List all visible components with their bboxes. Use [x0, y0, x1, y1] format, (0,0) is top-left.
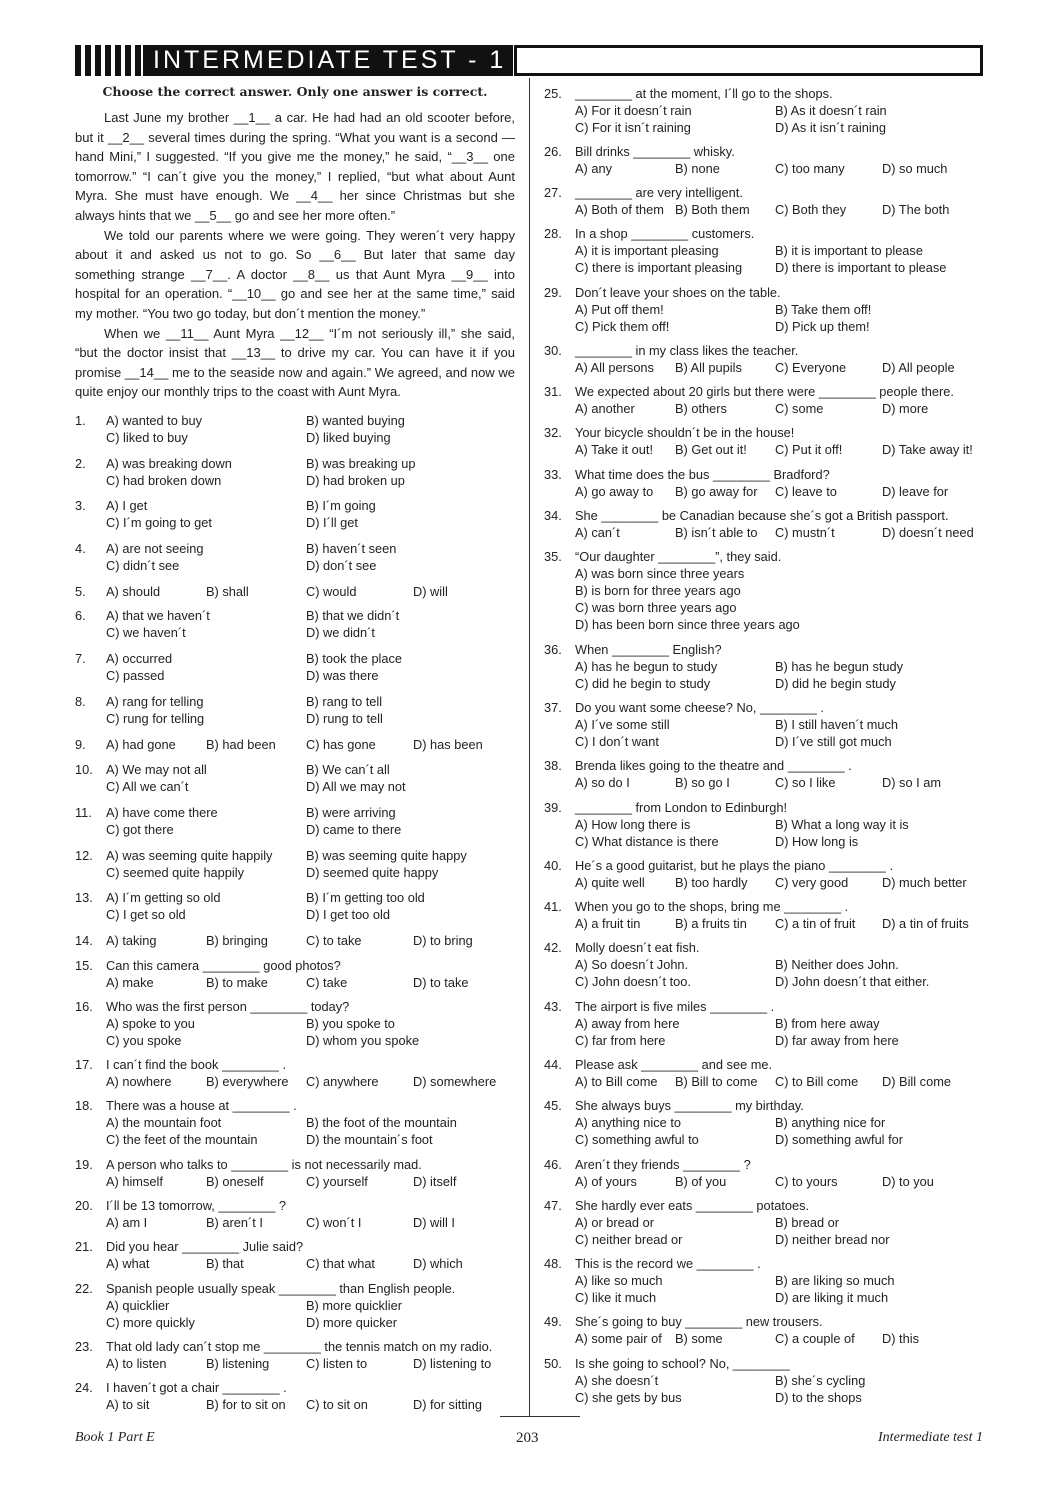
- question-number: 36.: [544, 642, 562, 657]
- answer-option-d[interactable]: D) How long is: [775, 834, 859, 849]
- answer-option-c[interactable]: C) to Bill come: [775, 1074, 859, 1089]
- answer-option-d[interactable]: D) leave for: [882, 484, 949, 499]
- instructions: Choose the correct answer. Only one answer is correct.: [102, 84, 488, 99]
- answer-option-d[interactable]: D) As it isn´t raining: [775, 120, 886, 135]
- question-number: 14.: [75, 933, 93, 948]
- answer-option-a[interactable]: A) of yours: [575, 1174, 637, 1189]
- question-number: 50.: [544, 1356, 562, 1371]
- question-number: 4.: [75, 541, 86, 556]
- question-number: 46.: [544, 1157, 562, 1172]
- column-divider: [529, 78, 530, 1417]
- answer-option-a[interactable]: A) How long there is: [575, 817, 691, 832]
- question-number: 25.: [544, 86, 562, 101]
- answer-option-c[interactable]: C) seemed quite happily: [106, 865, 244, 880]
- answer-option-c[interactable]: C) was born three years ago: [575, 600, 737, 615]
- question-number: 9.: [75, 737, 86, 752]
- question-stem: ________ at the moment, I´ll go to the shops.: [575, 86, 833, 101]
- answer-option-a[interactable]: A) to listen: [106, 1356, 167, 1371]
- answer-option-a[interactable]: A) make: [106, 975, 154, 990]
- answer-option-a[interactable]: A) the mountain foot: [106, 1115, 222, 1130]
- question-number: 15.: [75, 958, 93, 973]
- answer-option-d[interactable]: D) itself: [413, 1174, 457, 1189]
- question-number: 44.: [544, 1057, 562, 1072]
- answer-option-a[interactable]: A) had gone: [106, 737, 176, 752]
- answer-option-b[interactable]: B) Both them: [675, 202, 750, 217]
- passage-paragraph: Last June my brother __1__ a car. He had had an old scooter before, but it __2__ several times during the spring. “What you want is a second — hand Mini,” I suggested. “If you give me the money,” he said, “__3__ one tomorrow.” “I can´t give you the money,” I replied, “but what about Aunt Myra. She must have enough. We __4__ her since Christmas but she always hints that we __5__ go and see her more often.”: [75, 110, 515, 223]
- answer-option-b[interactable]: B) a fruits tin: [675, 916, 747, 931]
- question-number: 17.: [75, 1057, 93, 1072]
- answer-option-b[interactable]: B) that we didn´t: [306, 608, 400, 623]
- question-number: 3.: [75, 498, 86, 513]
- answer-option-a[interactable]: A) like so much: [575, 1273, 663, 1288]
- answer-option-c[interactable]: C) take: [306, 975, 348, 990]
- answer-option-b[interactable]: B) Neither does John.: [775, 957, 899, 972]
- question-number: 40.: [544, 858, 562, 873]
- answer-option-b[interactable]: B) others: [675, 401, 727, 416]
- answer-option-b[interactable]: B) is born for three years ago: [575, 583, 741, 598]
- question-stem: Can this camera ________ good photos?: [106, 958, 341, 973]
- answer-option-d[interactable]: D) to you: [882, 1174, 934, 1189]
- answer-option-b[interactable]: B) rang to tell: [306, 694, 383, 709]
- answer-option-b[interactable]: B) I´m going: [306, 498, 376, 513]
- question-number: 45.: [544, 1098, 562, 1113]
- answer-option-d[interactable]: D) was there: [306, 668, 379, 683]
- question-number: 22.: [75, 1281, 93, 1296]
- answer-option-d[interactable]: D) listening to: [413, 1356, 492, 1371]
- answer-option-a[interactable]: A) should: [106, 584, 161, 599]
- answer-option-b[interactable]: B) I still haven´t much: [775, 717, 899, 732]
- footer-book: Book 1 Part E: [75, 1430, 155, 1445]
- answer-option-b[interactable]: B) listening: [206, 1356, 270, 1371]
- answer-option-c[interactable]: C) mustn´t: [775, 525, 835, 540]
- answer-option-a[interactable]: A) some pair of: [575, 1331, 662, 1346]
- answer-option-c[interactable]: C) would: [306, 584, 357, 599]
- answer-option-d[interactable]: D) more quicker: [306, 1315, 398, 1330]
- answer-option-c[interactable]: C) to yours: [775, 1174, 838, 1189]
- answer-option-d[interactable]: D) for sitting: [413, 1397, 482, 1412]
- page-title: INTERMEDIATE TEST - 1: [143, 45, 513, 76]
- answer-option-d[interactable]: D) Pick up them!: [775, 319, 870, 334]
- answer-option-c[interactable]: C) anywhere: [306, 1074, 379, 1089]
- answer-option-c[interactable]: C) Everyone: [775, 360, 847, 375]
- answer-option-a[interactable]: A) quicklier: [106, 1298, 170, 1313]
- answer-option-c[interactable]: C) All we can´t: [106, 779, 189, 794]
- answer-option-a[interactable]: A) can´t: [575, 525, 620, 540]
- answer-option-a[interactable]: A) what: [106, 1256, 150, 1271]
- question-stem: Don´t leave your shoes on the table.: [575, 285, 781, 300]
- answer-option-c[interactable]: C) What distance is there: [575, 834, 719, 849]
- header-stripes: [75, 45, 141, 76]
- answer-option-b[interactable]: B) of you: [675, 1174, 727, 1189]
- answer-option-c[interactable]: C) that what: [306, 1256, 375, 1271]
- answer-option-d[interactable]: D) something awful for: [775, 1132, 904, 1147]
- question-number: 29.: [544, 285, 562, 300]
- answer-option-a[interactable]: A) I´m getting so old: [106, 890, 221, 905]
- answer-option-d[interactable]: D) so I am: [882, 775, 942, 790]
- answer-option-b[interactable]: B) was seeming quite happy: [306, 848, 467, 863]
- answer-option-a[interactable]: A) was born since three years: [575, 566, 745, 581]
- answer-option-d[interactable]: D) we didn´t: [306, 625, 375, 640]
- question-number: 1.: [75, 413, 86, 428]
- answer-option-a[interactable]: A) she doesn´t: [575, 1373, 659, 1388]
- question-stem: That old lady can´t stop me ________ the tennis match on my radio.: [106, 1339, 493, 1354]
- answer-option-a[interactable]: A) go away to: [575, 484, 654, 499]
- answer-option-a[interactable]: A) nowhere: [106, 1074, 172, 1089]
- answer-option-a[interactable]: A) occurred: [106, 651, 173, 666]
- answer-option-c[interactable]: C) Put it off!: [775, 442, 843, 457]
- answer-option-c[interactable]: C) rung for telling: [106, 711, 205, 726]
- answer-option-d[interactable]: D) whom you spoke: [306, 1033, 420, 1048]
- question-number: 35.: [544, 549, 562, 564]
- answer-option-b[interactable]: B) Bill to come: [675, 1074, 758, 1089]
- answer-option-c[interactable]: C) I´m going to get: [106, 515, 212, 530]
- answer-option-d[interactable]: D) came to there: [306, 822, 402, 837]
- answer-option-b[interactable]: B) We can´t all: [306, 762, 390, 777]
- question-stem: Please ask ________ and see me.: [575, 1057, 773, 1072]
- question-number: 31.: [544, 384, 562, 399]
- answer-option-d[interactable]: D) this: [882, 1331, 919, 1346]
- answer-option-a[interactable]: A) For it doesn´t rain: [575, 103, 692, 118]
- answer-option-c[interactable]: C) there is important pleasing: [575, 260, 743, 275]
- answer-option-c[interactable]: C) she gets by bus: [575, 1390, 682, 1405]
- answer-option-b[interactable]: B) I´m getting too old: [306, 890, 425, 905]
- answer-option-d[interactable]: D) there is important to please: [775, 260, 947, 275]
- answer-option-d[interactable]: D) All we may not: [306, 779, 406, 794]
- question-stem: The airport is five miles ________ .: [575, 999, 775, 1014]
- question-stem: Brenda likes going to the theatre and ________ .: [575, 758, 852, 773]
- answer-option-c[interactable]: C) I get so old: [106, 907, 186, 922]
- answer-option-a[interactable]: A) am I: [106, 1215, 148, 1230]
- answer-option-d[interactable]: D) neither bread nor: [775, 1232, 890, 1247]
- answer-option-d[interactable]: D) had broken up: [306, 473, 405, 488]
- question-stem: I can´t find the book ________ .: [106, 1057, 287, 1072]
- answer-option-b[interactable]: B) everywhere: [206, 1074, 289, 1089]
- answer-option-d[interactable]: D) liked buying: [306, 430, 391, 445]
- question-number: 49.: [544, 1314, 562, 1329]
- answer-option-d[interactable]: D) I´ll get: [306, 515, 358, 530]
- answer-option-b[interactable]: B) What a long way it is: [775, 817, 909, 832]
- answer-option-a[interactable]: A) Both of them: [575, 202, 664, 217]
- bottom-rule: [500, 1416, 580, 1417]
- answer-option-d[interactable]: D) so much: [882, 161, 948, 176]
- answer-option-b[interactable]: B) isn´t able to: [675, 525, 758, 540]
- question-number: 43.: [544, 999, 562, 1014]
- question-stem: This is the record we ________ .: [575, 1256, 761, 1271]
- answer-option-b[interactable]: B) too hardly: [675, 875, 748, 890]
- answer-option-b[interactable]: B) so go I: [675, 775, 730, 790]
- answer-option-c[interactable]: C) something awful to: [575, 1132, 699, 1147]
- question-number: 20.: [75, 1198, 93, 1213]
- answer-option-b[interactable]: B) it is important to please: [775, 243, 923, 258]
- answer-option-d[interactable]: D) All people: [882, 360, 955, 375]
- answer-option-d[interactable]: D) will: [413, 584, 448, 599]
- answer-option-d[interactable]: D) to bring: [413, 933, 473, 948]
- answer-option-a[interactable]: A) himself: [106, 1174, 163, 1189]
- answer-option-b[interactable]: B) some: [675, 1331, 723, 1346]
- question-number: 30.: [544, 343, 562, 358]
- answer-option-a[interactable]: A) I get: [106, 498, 148, 513]
- question-stem: We expected about 20 girls but there were ________ people there.: [575, 384, 954, 399]
- question-stem: Who was the first person ________ today?: [106, 999, 350, 1014]
- answer-option-c[interactable]: C) you spoke: [106, 1033, 182, 1048]
- answer-option-d[interactable]: D) I´ve still got much: [775, 734, 892, 749]
- answer-option-c[interactable]: C) the feet of the mountain: [106, 1132, 258, 1147]
- answer-option-b[interactable]: B) aren´t I: [206, 1215, 263, 1230]
- footer-test-name: Intermediate test 1: [878, 1430, 983, 1445]
- question-stem: When ________ English?: [575, 642, 722, 657]
- answer-option-b[interactable]: B) that: [206, 1256, 244, 1271]
- question-stem: A person who talks to ________ is not necessarily mad.: [106, 1157, 422, 1172]
- answer-option-c[interactable]: C) Pick them off!: [575, 319, 670, 334]
- answer-option-d[interactable]: D) far away from here: [775, 1033, 899, 1048]
- answer-option-c[interactable]: C) got there: [106, 822, 174, 837]
- answer-option-a[interactable]: A) that we haven´t: [106, 608, 210, 623]
- answer-option-d[interactable]: D) much better: [882, 875, 967, 890]
- answer-option-c[interactable]: C) liked to buy: [106, 430, 188, 445]
- answer-option-d[interactable]: D) Take away it!: [882, 442, 973, 457]
- answer-option-c[interactable]: C) leave to: [775, 484, 837, 499]
- answer-option-b[interactable]: B) Get out it!: [675, 442, 747, 457]
- answer-option-c[interactable]: C) too many: [775, 161, 845, 176]
- answer-option-d[interactable]: D) somewhere: [413, 1074, 497, 1089]
- answer-option-a[interactable]: A) a fruit tin: [575, 916, 641, 931]
- question-stem: ________ in my class likes the teacher.: [575, 343, 799, 358]
- answer-option-a[interactable]: A) Take it out!: [575, 442, 654, 457]
- answer-option-a[interactable]: A) was breaking down: [106, 456, 232, 471]
- question-number: 7.: [75, 651, 86, 666]
- question-number: 21.: [75, 1239, 93, 1254]
- answer-option-c[interactable]: C) has gone: [306, 737, 376, 752]
- answer-option-a[interactable]: A) to Bill come: [575, 1074, 658, 1089]
- passage: [75, 108, 515, 402]
- answer-option-b[interactable]: B) has he begun study: [775, 659, 904, 674]
- answer-option-d[interactable]: D) doesn´t need: [882, 525, 974, 540]
- question-number: 5.: [75, 584, 86, 599]
- answer-option-d[interactable]: D) seemed quite happy: [306, 865, 439, 880]
- question-number: 48.: [544, 1256, 562, 1271]
- answer-option-d[interactable]: D) to the shops: [775, 1390, 862, 1405]
- answer-option-c[interactable]: C) more quickly: [106, 1315, 195, 1330]
- answer-option-c[interactable]: C) listen to: [306, 1356, 368, 1371]
- answer-option-b[interactable]: B) from here away: [775, 1016, 880, 1031]
- answer-option-c[interactable]: C) far from here: [575, 1033, 666, 1048]
- question-number: 6.: [75, 608, 86, 623]
- answer-option-d[interactable]: D) a tin of fruits: [882, 916, 969, 931]
- question-number: 33.: [544, 467, 562, 482]
- question-number: 47.: [544, 1198, 562, 1213]
- question-number: 23.: [75, 1339, 93, 1354]
- answer-option-a[interactable]: A) All persons: [575, 360, 654, 375]
- question-stem: Molly doesn´t eat fish.: [575, 940, 700, 955]
- answer-option-d[interactable]: D) did he begin study: [775, 676, 896, 691]
- question-stem: In a shop ________ customers.: [575, 226, 755, 241]
- answer-option-d[interactable]: D) the mountain´s foot: [306, 1132, 433, 1147]
- question-number: 32.: [544, 425, 562, 440]
- question-number: 10.: [75, 762, 93, 777]
- answer-option-a[interactable]: A) have come there: [106, 805, 218, 820]
- answer-option-a[interactable]: A) to sit: [106, 1397, 150, 1412]
- question-stem: There was a house at ________ .: [106, 1098, 297, 1113]
- answer-option-b[interactable]: B) to make: [206, 975, 268, 990]
- answer-option-a[interactable]: A) another: [575, 401, 635, 416]
- answer-option-d[interactable]: D) I get too old: [306, 907, 390, 922]
- answer-option-c[interactable]: C) some: [775, 401, 824, 416]
- question-stem: She´s going to buy ________ new trousers.: [575, 1314, 823, 1329]
- question-number: 26.: [544, 144, 562, 159]
- answer-option-a[interactable]: A) We may not all: [106, 762, 207, 777]
- question-stem: ________ from London to Edinburgh!: [575, 800, 788, 815]
- answer-option-d[interactable]: D) The both: [882, 202, 950, 217]
- question-number: 8.: [75, 694, 86, 709]
- answer-option-a[interactable]: A) wanted to buy: [106, 413, 203, 428]
- answer-option-c[interactable]: C) so I like: [775, 775, 836, 790]
- question-number: 11.: [75, 805, 92, 820]
- question-number: 37.: [544, 700, 562, 715]
- answer-option-c[interactable]: C) Both they: [775, 202, 847, 217]
- question-stem: “Our daughter ________”, they said.: [575, 549, 782, 564]
- answer-option-b[interactable]: B) shall: [206, 584, 249, 599]
- answer-option-d[interactable]: D) to take: [413, 975, 469, 990]
- answer-option-a[interactable]: A) Put off them!: [575, 302, 664, 317]
- answer-option-c[interactable]: C) had broken down: [106, 473, 222, 488]
- question-number: 39.: [544, 800, 562, 815]
- answer-option-c[interactable]: C) John doesn´t too.: [575, 974, 691, 989]
- question-number: 18.: [75, 1098, 93, 1113]
- answer-option-a[interactable]: A) or bread or: [575, 1215, 654, 1230]
- answer-option-d[interactable]: D) rung to tell: [306, 711, 383, 726]
- answer-option-b[interactable]: B) As it doesn´t rain: [775, 103, 887, 118]
- answer-option-d[interactable]: D) has been: [413, 737, 483, 752]
- answer-option-b[interactable]: B) the foot of the mountain: [306, 1115, 457, 1130]
- answer-option-c[interactable]: C) to take: [306, 933, 362, 948]
- answer-option-b[interactable]: B) bread or: [775, 1215, 840, 1230]
- answer-option-a[interactable]: A) spoke to you: [106, 1016, 195, 1031]
- answer-option-a[interactable]: A) it is important pleasing: [575, 243, 719, 258]
- answer-option-c[interactable]: C) like it much: [575, 1290, 657, 1305]
- answer-option-c[interactable]: C) to sit on: [306, 1397, 368, 1412]
- answer-option-b[interactable]: B) were arriving: [306, 805, 396, 820]
- answer-option-a[interactable]: A) was seeming quite happily: [106, 848, 273, 863]
- answer-option-b[interactable]: B) took the place: [306, 651, 403, 666]
- question-stem: Aren´t they friends ________ ?: [575, 1157, 751, 1172]
- passage-paragraph: We told our parents where we were going. They weren´t very happy about it and asked us not to go. So __6__ But later that same day something strange __7__. A doctor __8__ us that Aunt Myra __9__ into hospital for an operation. “__10__ go and see her at the same time,” said my mother. “You two go today, but don´t mention the money.”: [75, 227, 515, 321]
- answer-option-d[interactable]: D) more: [882, 401, 929, 416]
- question-stem: She always buys ________ my birthday.: [575, 1098, 804, 1113]
- question-number: 28.: [544, 226, 562, 241]
- answer-option-c[interactable]: C) a couple of: [775, 1331, 855, 1346]
- answer-option-b[interactable]: B) wanted buying: [306, 413, 405, 428]
- passage-paragraph: When we __11__ Aunt Myra __12__ “I´m not seriously ill,” she said, “but the doctor insist that __13__ to drive my car. You can have it if you promise __14__ me to the seaside now and again.” We agreed, and now we quite enjoy our monthly trips to the coast with Aunt Myra.: [75, 325, 515, 400]
- question-number: 13.: [75, 890, 93, 905]
- answer-option-c[interactable]: C) did he begin to study: [575, 676, 711, 691]
- question-number: 42.: [544, 940, 562, 955]
- question-stem: Is she going to school? No, ________: [575, 1356, 790, 1371]
- question-stem: When you go to the shops, bring me ________ .: [575, 899, 849, 914]
- answer-option-d[interactable]: D) are liking it much: [775, 1290, 889, 1305]
- answer-option-a[interactable]: A) has he begun to study: [575, 659, 718, 674]
- question-stem: ________ are very intelligent.: [575, 185, 743, 200]
- answer-option-a[interactable]: A) rang for telling: [106, 694, 204, 709]
- answer-option-b[interactable]: B) bringing: [206, 933, 268, 948]
- answer-option-d[interactable]: D) John doesn´t that either.: [775, 974, 930, 989]
- question-stem: He´s a good guitarist, but he plays the piano ________ .: [575, 858, 894, 873]
- answer-option-a[interactable]: A) any: [575, 161, 612, 176]
- question-number: 27.: [544, 185, 562, 200]
- question-stem: Bill drinks ________ whisky.: [575, 144, 735, 159]
- answer-option-a[interactable]: A) quite well: [575, 875, 645, 890]
- answer-option-b[interactable]: B) for to sit on: [206, 1397, 286, 1412]
- header-box: [514, 45, 983, 76]
- question-number: 41.: [544, 899, 562, 914]
- question-stem: Do you want some cheese? No, ________ .: [575, 700, 824, 715]
- question-number: 34.: [544, 508, 562, 523]
- answer-option-b[interactable]: B) you spoke to: [306, 1016, 395, 1031]
- answer-option-b[interactable]: B) anything nice for: [775, 1115, 886, 1130]
- answer-option-d[interactable]: D) has been born since three years ago: [575, 617, 800, 632]
- question-stem: I´ll be 13 tomorrow, ________ ?: [106, 1198, 286, 1213]
- answer-option-b[interactable]: B) All pupils: [675, 360, 742, 375]
- answer-option-a[interactable]: A) are not seeing: [106, 541, 204, 556]
- question-stem: She ________ be Canadian because she´s got a British passport.: [575, 508, 949, 523]
- answer-option-b[interactable]: B) more quicklier: [306, 1298, 403, 1313]
- answer-option-b[interactable]: B) had been: [206, 737, 276, 752]
- answer-option-d[interactable]: D) will I: [413, 1215, 455, 1230]
- question-number: 16.: [75, 999, 93, 1014]
- answer-option-c[interactable]: C) very good: [775, 875, 849, 890]
- question-stem: I haven´t got a chair ________ .: [106, 1380, 287, 1395]
- answer-option-a[interactable]: A) so do I: [575, 775, 630, 790]
- answer-option-c[interactable]: C) we haven´t: [106, 625, 186, 640]
- question-stem: Your bicycle shouldn´t be in the house!: [575, 425, 795, 440]
- question-number: 38.: [544, 758, 562, 773]
- answer-option-a[interactable]: A) away from here: [575, 1016, 680, 1031]
- question-stem: She hardly ever eats ________ potatoes.: [575, 1198, 810, 1213]
- answer-option-b[interactable]: B) oneself: [206, 1174, 264, 1189]
- answer-option-b[interactable]: B) Take them off!: [775, 302, 872, 317]
- answer-option-b[interactable]: B) was breaking up: [306, 456, 416, 471]
- answer-option-b[interactable]: B) are liking so much: [775, 1273, 895, 1288]
- answer-option-d[interactable]: D) Bill come: [882, 1074, 951, 1089]
- answer-option-a[interactable]: A) anything nice to: [575, 1115, 681, 1130]
- answer-option-c[interactable]: C) For it isn´t raining: [575, 120, 691, 135]
- answer-option-c[interactable]: C) didn´t see: [106, 558, 180, 573]
- question-stem: Spanish people usually speak ________ than English people.: [106, 1281, 456, 1296]
- answer-option-d[interactable]: D) which: [413, 1256, 463, 1271]
- answer-option-d[interactable]: D) don´t see: [306, 558, 377, 573]
- question-number: 12.: [75, 848, 93, 863]
- question-number: 19.: [75, 1157, 93, 1172]
- question-stem: What time does the bus ________ Bradford?: [575, 467, 830, 482]
- question-number: 24.: [75, 1380, 93, 1395]
- answer-option-b[interactable]: B) go away for: [675, 484, 758, 499]
- answer-option-b[interactable]: B) none: [675, 161, 720, 176]
- answer-option-c[interactable]: C) yourself: [306, 1174, 368, 1189]
- answer-option-c[interactable]: C) won´t I: [306, 1215, 362, 1230]
- answer-option-a[interactable]: A) I´ve some still: [575, 717, 670, 732]
- question-number: 2.: [75, 456, 86, 471]
- answer-option-c[interactable]: C) I don´t want: [575, 734, 659, 749]
- answer-option-c[interactable]: C) passed: [106, 668, 165, 683]
- answer-option-a[interactable]: A) taking: [106, 933, 157, 948]
- answer-option-c[interactable]: C) neither bread or: [575, 1232, 683, 1247]
- answer-option-b[interactable]: B) haven´t seen: [306, 541, 397, 556]
- answer-option-b[interactable]: B) she´s cycling: [775, 1373, 866, 1388]
- answer-option-c[interactable]: C) a tin of fruit: [775, 916, 856, 931]
- page-number: 203: [516, 1430, 539, 1446]
- answer-option-a[interactable]: A) So doesn´t John.: [575, 957, 689, 972]
- question-stem: Did you hear ________ Julie said?: [106, 1239, 304, 1254]
